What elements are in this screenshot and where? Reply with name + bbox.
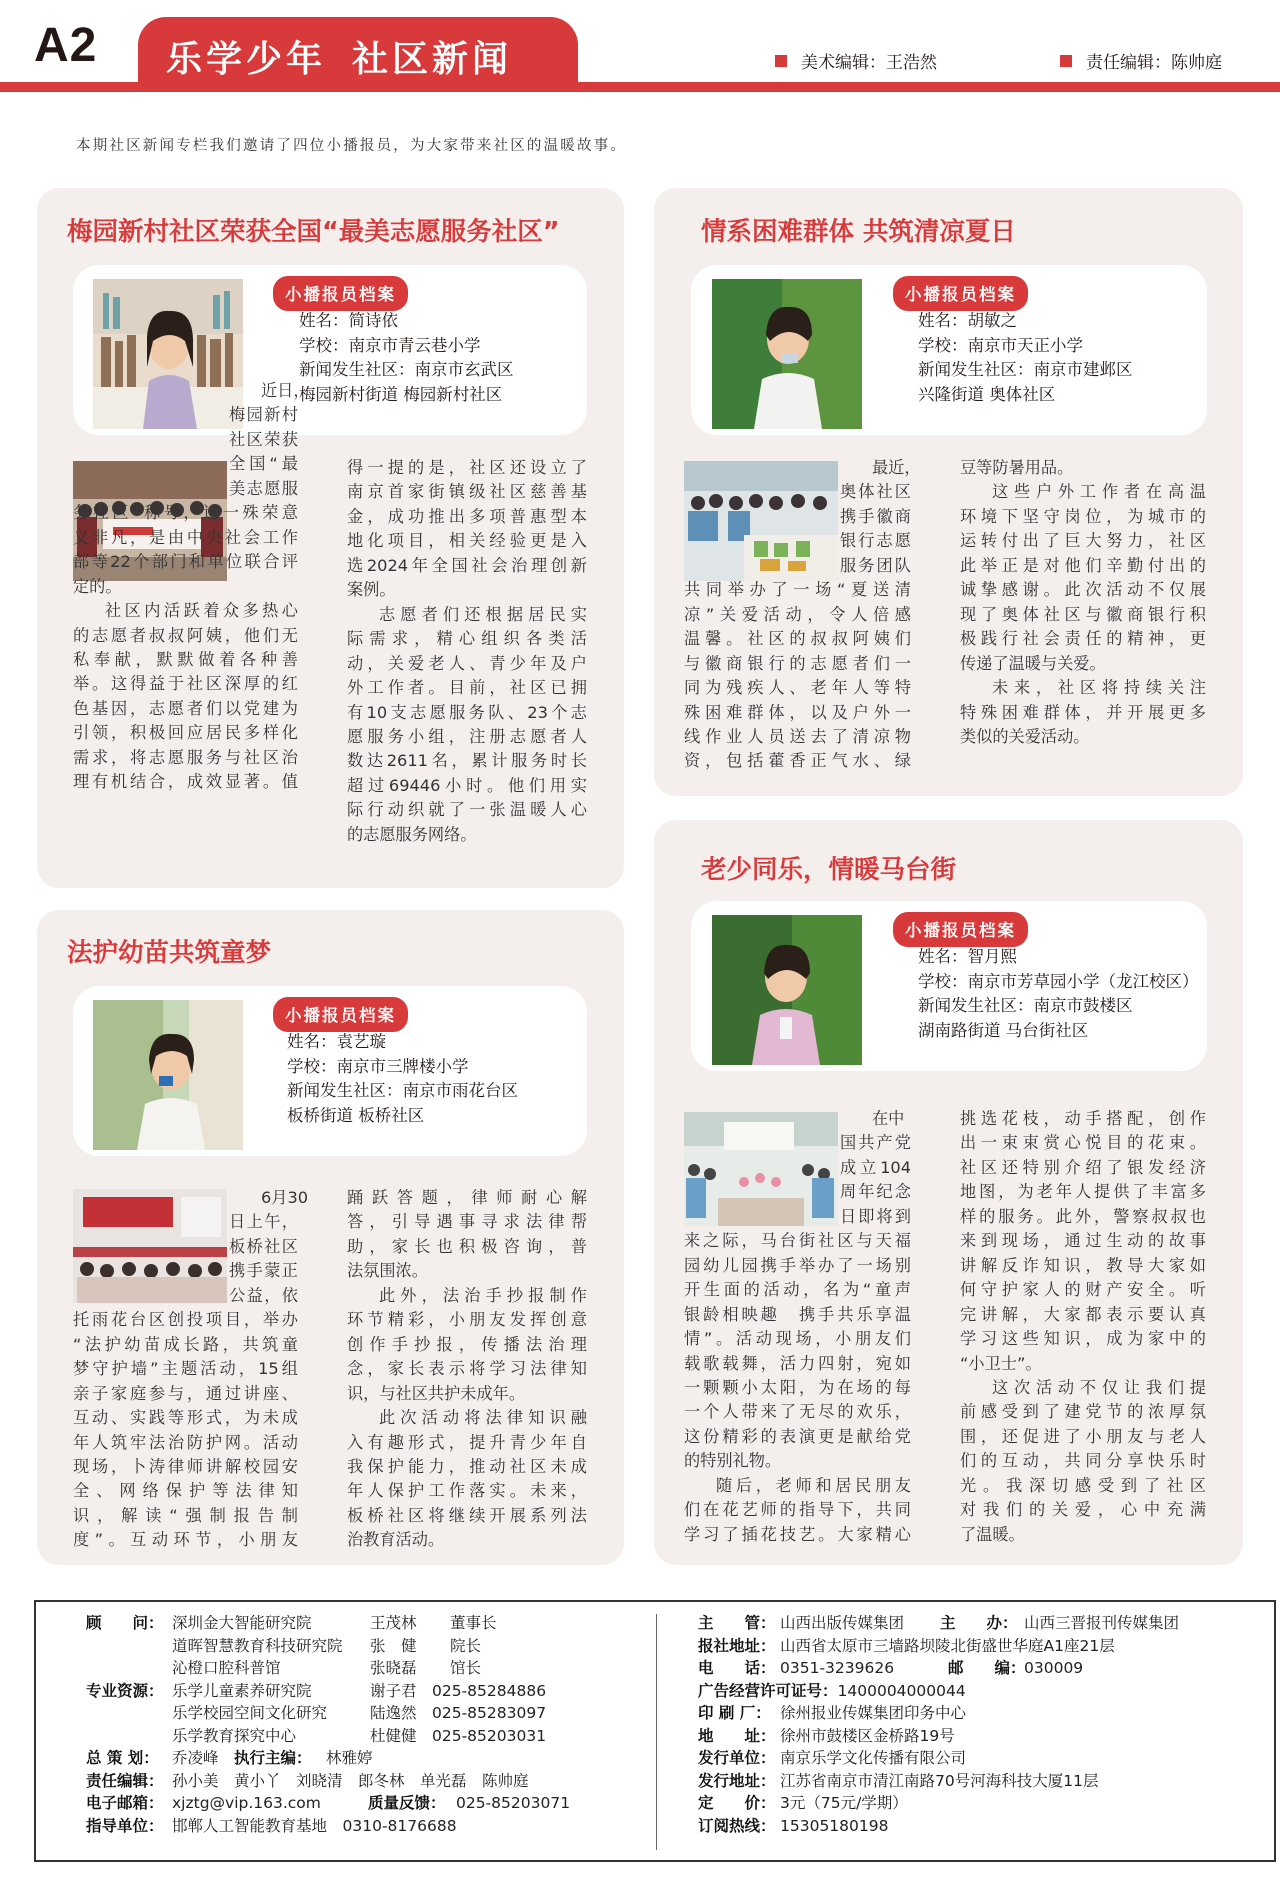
- text-line: 学习了插花技艺。大家精心: [684, 1524, 911, 1544]
- reporter-badge: 小播报员档案: [273, 276, 408, 311]
- article-text-col1-wrap: [229, 1186, 309, 1308]
- footer-value: 山西三晋报刊传媒集团: [1024, 1614, 1180, 1632]
- text-line: 义非凡，是由中央社会工作: [73, 527, 298, 547]
- footer-value: 025-85283097: [432, 1704, 547, 1723]
- text-line: 现场，卜涛律师讲解校园安: [73, 1457, 298, 1477]
- section-title: [166, 31, 512, 82]
- text-line: 开生面的活动，名为“童声: [684, 1280, 911, 1300]
- footer-key: 定 价：: [698, 1794, 776, 1813]
- text-line: 挑选花枝，动手搭配，创作: [960, 1109, 1206, 1128]
- article-text-col1-lower: [73, 1308, 298, 1553]
- reporter-info: [299, 309, 514, 407]
- reporter-avatar: [93, 279, 243, 429]
- footer-key: 地 址：: [698, 1726, 776, 1745]
- text-line: 助，家长也积极咨询，普: [347, 1236, 587, 1256]
- footer-value: 025-85203031: [432, 1726, 547, 1745]
- reporter-info: [918, 945, 1199, 1043]
- text-line: 在中: [872, 1109, 905, 1128]
- text-line: 托雨花台区创投项目，举办: [73, 1310, 298, 1330]
- reporter-school: 学校：南京市天正小学: [918, 335, 1083, 355]
- text-line: 诚挚感谢。此次活动不仅展: [960, 580, 1206, 600]
- text-line: 类似的关爱活动。: [960, 726, 1090, 746]
- footer-value: 3元（75元/学期）: [780, 1794, 908, 1813]
- footer-value: 孙小美 黄小丫 刘晓清 郎冬林 单光磊 陈帅庭: [172, 1771, 529, 1790]
- text-line: 需求，将志愿服务与社区治: [73, 747, 298, 767]
- text-line: 梦守护墙”主题活动，15组: [73, 1359, 298, 1379]
- text-line: 定的。: [73, 576, 122, 596]
- footer-value: 025-85203071: [456, 1794, 571, 1813]
- text-line: 奥体社区: [840, 482, 911, 502]
- footer-value: 乐学儿童素养研究院: [172, 1681, 312, 1700]
- footer-value: 15305180198: [780, 1816, 889, 1835]
- text-line: 完讲解，大家都表示要认真: [960, 1304, 1206, 1324]
- article-text-col1-lower: [684, 578, 911, 774]
- text-line: 线作业人员送去了清凉物: [684, 727, 911, 747]
- text-line: 梅园新村: [229, 405, 298, 425]
- text-line: 服务团队: [840, 555, 911, 575]
- reporter-school: 学校：南京市青云巷小学: [299, 335, 481, 355]
- text-line: 6月30: [261, 1188, 309, 1207]
- reporter-district: 新闻发生社区：南京市鼓楼区: [918, 996, 1133, 1016]
- text-line: 法氛围浓。: [347, 1261, 428, 1281]
- footer-value: 乔凌峰: [172, 1749, 219, 1768]
- text-line: 们的互动，共同分享快乐时: [960, 1451, 1206, 1471]
- section-banner: [138, 17, 578, 89]
- article-title: 老少同乐，情暖马台街: [701, 855, 957, 885]
- intro-text: 本期社区新闻专栏我们邀请了四位小播报员，为大家带来社区的温暖故事。: [76, 138, 628, 154]
- reporter-avatar: [712, 915, 862, 1065]
- article-title: 梅园新村社区荣获全国“最美志愿服务社区”: [67, 217, 560, 247]
- text-line: 环境下坚守岗位，为城市的: [960, 506, 1206, 526]
- text-line: 成立104: [840, 1157, 911, 1177]
- reporter-name: 姓名：智月熙: [918, 947, 1017, 966]
- text-line: 的志愿者叔叔阿姨，他们无: [73, 625, 298, 645]
- footer-value: 1400004000044: [837, 1681, 966, 1700]
- article-card-meiyuan: [37, 188, 624, 888]
- text-line: 答，引导遇事寻求法律帮: [347, 1212, 587, 1232]
- footer-value: 乐学教育探究中心: [172, 1726, 297, 1745]
- text-line: 有10支志愿服务队、23个志: [347, 702, 587, 722]
- text-line: 这次活动不仅让我们提: [992, 1377, 1206, 1397]
- footer-value: 030009: [1024, 1659, 1084, 1678]
- article-text-col1-lower: [684, 1229, 911, 1547]
- footer-key: [86, 1657, 172, 1680]
- reporter-school: 学校：南京市三牌楼小学: [287, 1056, 469, 1076]
- text-line: 们在花艺师的指导下，共同: [684, 1500, 911, 1520]
- text-line: 美志愿服: [229, 478, 298, 498]
- reporter-profile: [73, 986, 587, 1156]
- footer-value: 沁橙口腔科普馆: [172, 1659, 281, 1678]
- footer-value: 谢子君: [370, 1681, 417, 1700]
- text-line: 地化项目，相关经验更是入: [347, 531, 587, 551]
- text-line: 日即将到: [840, 1206, 911, 1226]
- text-line: 前感受到了建党节的浓厚氛: [960, 1402, 1206, 1422]
- article-text-col1-wrap: [840, 456, 921, 578]
- reporter-community: 湖南路街道 马台街社区: [918, 1020, 1089, 1040]
- reporter-name: 姓名：袁艺璇: [287, 1032, 386, 1051]
- text-line: 度”。互动环节，小朋友: [73, 1530, 298, 1550]
- text-line: 我保护能力，推动社区未成: [347, 1456, 587, 1476]
- text-line: 地图，为老年人提供了丰富多: [960, 1182, 1206, 1202]
- footer-key: [86, 1702, 172, 1725]
- reporter-district: 新闻发生社区：南京市建邺区: [918, 360, 1133, 380]
- footer-value: 南京乐学文化传播有限公司: [780, 1749, 967, 1768]
- footer-key: 责任编辑：: [86, 1771, 164, 1790]
- text-line: 环节精彩，小朋友发挥创意: [347, 1310, 587, 1330]
- footer-key: 订阅热线：: [698, 1816, 776, 1835]
- text-line: 一个人带来了无尽的欢乐，: [684, 1402, 911, 1422]
- text-line: 样的服务。此外，警察叔叔也: [960, 1206, 1206, 1226]
- text-line: 携手徽商: [840, 506, 911, 526]
- footer-key: 报社地址：: [698, 1636, 776, 1655]
- footer-key: 主 办：: [940, 1614, 1018, 1632]
- text-line: 数达2611名，累计服务时长: [347, 751, 587, 771]
- text-line: 周年纪念: [840, 1182, 911, 1202]
- footer-value: 林雅婷: [326, 1749, 373, 1768]
- footer-value: 江苏省南京市清江南路70号河海科技大厦11层: [780, 1771, 1099, 1790]
- text-line: 运转付出了巨大努力，社区: [960, 531, 1206, 551]
- text-line: 际需求，精心组织各类活: [347, 629, 587, 649]
- text-line: 此外，法治手抄报制作: [379, 1285, 587, 1305]
- text-line: 色基因，志愿者们以党建为: [73, 698, 298, 718]
- reporter-avatar: [93, 1000, 243, 1150]
- text-line: 园幼儿园携手举办了一场别: [684, 1255, 911, 1275]
- page-number: A2: [34, 19, 98, 72]
- footer-value: 道晖智慧教育科技研究院: [172, 1636, 343, 1655]
- footer-divider: [656, 1614, 657, 1850]
- text-line: 与徽商银行的志愿者们一: [684, 653, 911, 673]
- text-line: 愿服务小组，注册志愿者人: [347, 726, 587, 746]
- responsible-editor-credit: [1060, 48, 1222, 73]
- footer-value: 陆逸然: [370, 1704, 417, 1723]
- article-text-col2: [960, 1107, 1206, 1547]
- footer-value: 张晓磊: [370, 1659, 417, 1678]
- footer-key: 总 策 划：: [86, 1749, 159, 1768]
- footer-value: 馆长: [450, 1659, 482, 1678]
- footer-key: 广告经营许可证号：: [698, 1681, 838, 1700]
- footer-key: 电子邮箱：: [86, 1794, 164, 1813]
- text-line: 部等22个部门和单位联合评: [73, 552, 298, 572]
- reporter-badge: 小播报员档案: [893, 912, 1028, 947]
- reporter-name: 姓名：胡敏之: [918, 311, 1017, 330]
- text-line: 全、网络保护等法律知: [73, 1481, 298, 1501]
- article-text-col2: [347, 1186, 587, 1553]
- footer-key: [86, 1635, 172, 1658]
- text-line: 凉”关爱活动，令人倍感: [684, 604, 911, 624]
- text-line: 引领，积极回应居民多样化: [73, 723, 298, 743]
- text-line: 志愿者们还根据居民实: [379, 604, 587, 624]
- footer-key: 执行主编：: [234, 1749, 312, 1768]
- text-line: “法护幼苗成长路，共筑童: [73, 1334, 298, 1354]
- text-line: 何守护家人的财产安全。听: [960, 1280, 1206, 1300]
- text-line: 国共产党: [840, 1133, 911, 1153]
- footer-value: 山西出版传媒集团: [780, 1614, 905, 1632]
- reporter-avatar: [712, 279, 862, 429]
- text-line: 外工作者。目前，社区已拥: [347, 678, 587, 698]
- text-line: 的志愿服务网络。: [347, 824, 477, 844]
- footer-value: 徐州市鼓楼区金桥路19号: [780, 1726, 955, 1745]
- reporter-badge: 小播报员档案: [273, 997, 408, 1032]
- text-line: 社区内活跃着众多热心: [105, 601, 298, 621]
- footer-key: 主 管：: [698, 1614, 776, 1632]
- text-line: 这份精彩的表演更是献给党: [684, 1426, 911, 1446]
- reporter-info: [918, 309, 1133, 407]
- text-line: 理有机结合，成效显著。值: [73, 772, 298, 792]
- text-line: 此次活动将法律知识融: [379, 1408, 587, 1428]
- article-photo: [684, 461, 838, 581]
- text-line: 社区荣获: [229, 429, 298, 449]
- text-line: 日上午，: [229, 1212, 298, 1232]
- masthead-footer: [34, 1600, 1276, 1862]
- footer-key: 指导单位：: [86, 1816, 164, 1835]
- article-photo: [73, 1189, 227, 1303]
- article-text-col2: [347, 456, 587, 847]
- footer-value: 山西省太原市三墙路坝陵北街盛世华庭A1座21层: [780, 1636, 1115, 1655]
- text-line: 务社区”称号，这一殊荣意: [73, 503, 298, 523]
- text-line: 的特别礼物。: [684, 1451, 782, 1471]
- text-line: 银行志愿: [840, 531, 911, 551]
- reporter-community: 梅园新村街道 梅园新村社区: [299, 384, 503, 404]
- footer-key: 发行单位：: [698, 1749, 776, 1768]
- text-line: 金，成功推出多项普惠型本: [347, 506, 587, 526]
- text-line: 光。我深切感受到了社区: [960, 1475, 1206, 1495]
- reporter-name: 姓名：简诗依: [299, 311, 398, 330]
- masthead-right: [698, 1612, 1179, 1837]
- header-rule: [0, 82, 1280, 92]
- text-line: 入有趣形式，提升青少年自: [347, 1432, 587, 1452]
- text-line: 踊跃答题，律师耐心解: [347, 1188, 587, 1207]
- reporter-profile: [73, 265, 587, 435]
- text-line: 此举正是对他们辛勤付出的: [960, 555, 1206, 575]
- text-line: 选2024年全国社会治理创新: [347, 555, 587, 575]
- text-line: 载歌载舞，活力四射，宛如: [684, 1353, 911, 1373]
- text-line: 特殊困难群体，并开展更多: [960, 702, 1206, 722]
- reporter-info: [287, 1030, 518, 1128]
- footer-value: 院长: [450, 1636, 482, 1655]
- article-text-col1-lower: [73, 501, 298, 794]
- masthead-left: [86, 1612, 570, 1837]
- text-line: 围，还促进了小朋友与老人: [960, 1426, 1206, 1446]
- text-line: 全国“最: [229, 454, 298, 474]
- footer-value: 深圳金大智能研究院: [172, 1614, 312, 1632]
- section-title-right: 社区新闻: [352, 39, 513, 80]
- text-line: 极践行社会责任的精神，更: [960, 629, 1206, 649]
- reporter-profile: [691, 265, 1207, 435]
- text-line: 银龄相映趣 携手共乐享温: [684, 1304, 911, 1324]
- text-line: 私奉献，默默做着各种善: [73, 650, 298, 670]
- text-line: 动，关爱老人、青少年及户: [347, 653, 587, 673]
- red-square-icon: [775, 55, 787, 67]
- text-line: 传递了温暖与关爱。: [960, 653, 1106, 673]
- responsible-editor-text: 责任编辑：陈帅庭: [1086, 53, 1222, 73]
- red-square-icon: [1060, 55, 1072, 67]
- reporter-district: 新闻发生社区：南京市雨花台区: [287, 1081, 518, 1101]
- footer-value: xjztg@vip.163.com: [172, 1794, 321, 1813]
- text-line: 对我们的关爱，心中充满: [960, 1500, 1206, 1520]
- reporter-badge: 小播报员档案: [893, 276, 1028, 311]
- footer-value: 王茂林: [370, 1614, 417, 1632]
- article-photo: [684, 1112, 838, 1226]
- reporter-community: 兴隆街道 奥体社区: [918, 384, 1056, 404]
- article-text-col2: [960, 456, 1206, 749]
- article-card-aoti: [654, 188, 1243, 796]
- text-line: 年人筑牢法治防护网。活动: [73, 1432, 298, 1452]
- footer-key: 顾 问：: [86, 1614, 164, 1632]
- footer-value: 董事长: [450, 1614, 497, 1632]
- text-line: 这些户外工作者在高温: [992, 482, 1206, 502]
- text-line: 近日，: [261, 381, 310, 400]
- footer-key: 印 刷 厂：: [698, 1704, 771, 1723]
- article-title: 法护幼苗共筑童梦: [67, 938, 272, 968]
- text-line: 治教育活动。: [347, 1530, 445, 1550]
- art-editor-credit: [775, 48, 937, 73]
- text-line: 念，家长表示将学习法律知: [347, 1359, 587, 1379]
- text-line: 了温暖。: [960, 1524, 1025, 1544]
- footer-value: 邯郸人工智能教育基地 0310-8176688: [172, 1816, 457, 1835]
- text-line: 最近，: [872, 458, 921, 477]
- text-line: 随后，老师和居民朋友: [716, 1475, 911, 1495]
- text-line: 举。这得益于社区深厚的红: [73, 674, 298, 694]
- footer-value: 张 健: [370, 1636, 417, 1655]
- footer-key: 邮 编：: [948, 1659, 1026, 1678]
- text-line: 同为残疾人、老年人等特: [684, 678, 911, 698]
- text-line: “小卫士”。: [960, 1353, 1042, 1373]
- article-card-banqiao: [37, 910, 624, 1565]
- text-line: 案例。: [347, 580, 396, 600]
- text-line: 超过69446小时。他们用实: [347, 775, 587, 795]
- footer-value: 徐州报业传媒集团印务中心: [780, 1704, 967, 1723]
- art-editor-text: 美术编辑：王浩然: [801, 53, 937, 73]
- text-line: 来之际，马台街社区与天福: [684, 1231, 911, 1251]
- text-line: 殊困难群体，以及户外一: [684, 702, 911, 722]
- text-line: 社区还特别介绍了银发经济: [960, 1157, 1206, 1177]
- article-title: 情系困难群体 共筑清凉夏日: [701, 217, 1016, 247]
- text-line: 现了奥体社区与徽商银行积: [960, 604, 1206, 624]
- footer-value: 025-85284886: [432, 1681, 547, 1700]
- text-line: 未来，社区将持续关注: [992, 678, 1206, 698]
- text-line: 板桥社区将继续开展系列法: [347, 1505, 587, 1525]
- text-line: 温馨。社区的叔叔阿姨们: [684, 629, 911, 649]
- text-line: 共同举办了一场“夏送清: [684, 580, 911, 600]
- text-line: 讲解反诈知识，教导大家如: [960, 1255, 1206, 1275]
- text-line: 出一束束赏心悦目的花束。: [960, 1133, 1206, 1153]
- text-line: 情”。活动现场，小朋友们: [684, 1329, 911, 1349]
- text-line: 互动、实践等形式，为未成: [73, 1408, 298, 1428]
- footer-value: 乐学校园空间文化研究: [172, 1704, 328, 1723]
- article-card-matai: [654, 820, 1243, 1565]
- footer-value: 0351-3239626: [780, 1659, 895, 1678]
- footer-key: 专业资源：: [86, 1681, 164, 1700]
- text-line: 来到现场，通过生动的故事: [960, 1231, 1206, 1251]
- reporter-community: 板桥街道 板桥社区: [287, 1105, 425, 1125]
- article-text-col1-wrap: [229, 379, 310, 501]
- text-line: 识，与社区共护未成年。: [347, 1383, 526, 1403]
- section-title-left: 乐学少年: [166, 39, 327, 80]
- reporter-district: 新闻发生社区：南京市玄武区: [299, 360, 514, 380]
- text-line: 豆等防暑用品。: [960, 458, 1074, 477]
- text-line: 资，包括藿香正气水、绿: [684, 751, 911, 771]
- text-line: 公益，依: [229, 1285, 298, 1305]
- footer-key: 发行地址：: [698, 1771, 776, 1790]
- text-line: 际行动织就了一张温暖人心: [347, 800, 587, 820]
- text-line: 得一提的是，社区还设立了: [347, 458, 587, 477]
- text-line: 板桥社区: [229, 1236, 298, 1256]
- page-header: [0, 0, 1280, 95]
- text-line: 携手蒙正: [229, 1261, 298, 1281]
- footer-key: 质量反馈：: [368, 1794, 446, 1813]
- article-text-col1-wrap: [840, 1107, 911, 1229]
- text-line: 创作手抄报，传播法治理: [347, 1334, 587, 1354]
- text-line: 学习这些知识，成为家中的: [960, 1329, 1206, 1349]
- reporter-profile: [691, 901, 1207, 1071]
- footer-key: 电 话：: [698, 1659, 776, 1678]
- text-line: 一颗颗小太阳，为在场的每: [684, 1378, 911, 1398]
- footer-key: [86, 1725, 172, 1748]
- footer-value: 杜健健: [370, 1726, 417, 1745]
- text-line: 亲子家庭参与，通过讲座、: [73, 1383, 298, 1403]
- text-line: 南京首家街镇级社区慈善基: [347, 482, 587, 502]
- reporter-school: 学校：南京市芳草园小学（龙江校区）: [918, 971, 1199, 991]
- text-line: 识，解读“强制报告制: [73, 1505, 298, 1525]
- text-line: 年人保护工作落实。未来，: [347, 1481, 587, 1501]
